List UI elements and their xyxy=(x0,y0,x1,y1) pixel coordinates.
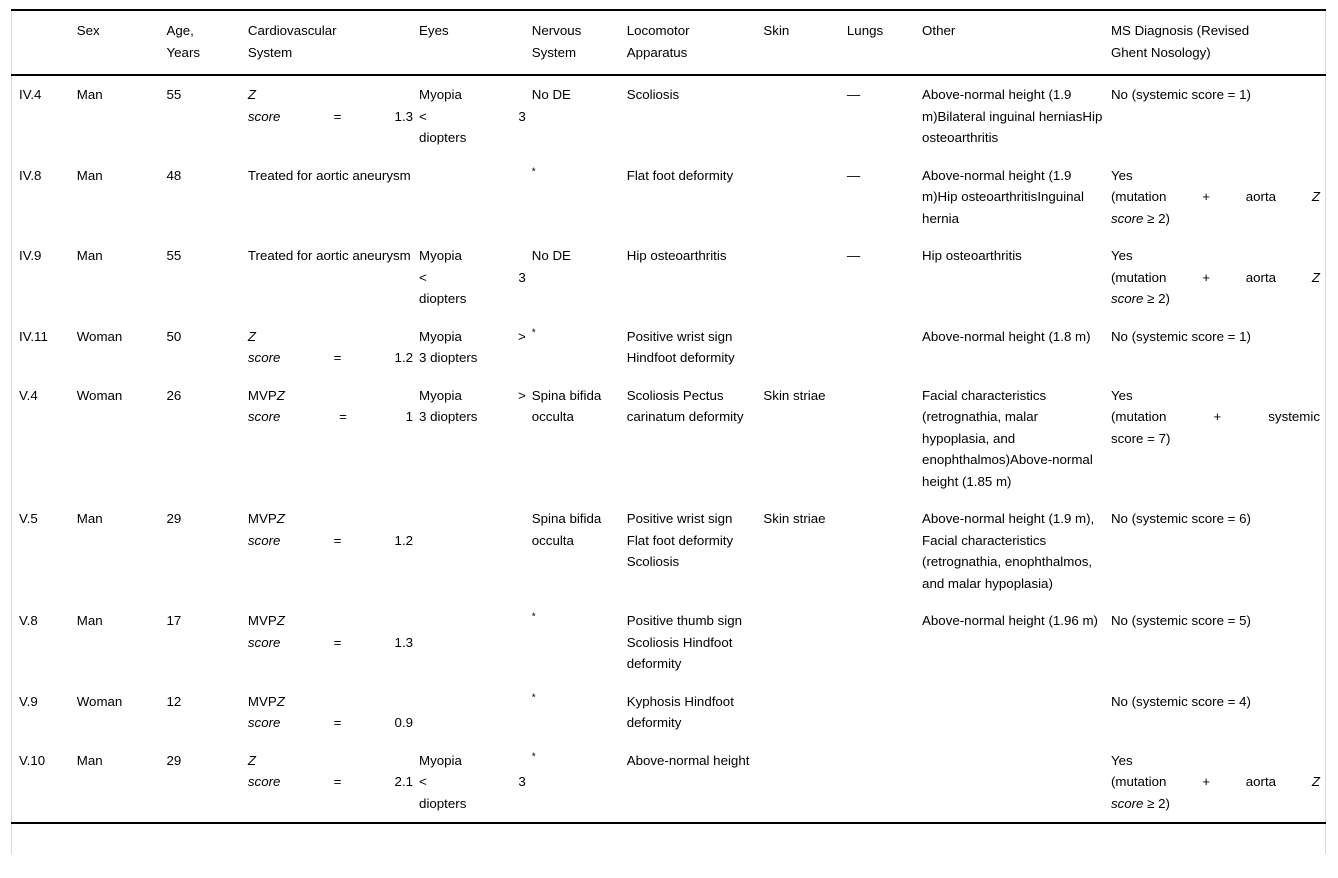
eyes-line2: < 3 xyxy=(419,269,526,285)
cell-skin: Skin striae xyxy=(763,387,826,403)
table-row xyxy=(11,742,1326,824)
ms-score-line: score ≥ 2) xyxy=(1110,795,1170,811)
cell-nervous-system xyxy=(532,742,627,824)
cell-other: Hip osteoarthritis xyxy=(922,248,1022,263)
cell-other xyxy=(922,742,1111,824)
ms-mutation-token: (mutation xyxy=(1110,269,1167,285)
ms-variable: Z xyxy=(1311,269,1320,285)
cell-age: 55 xyxy=(166,87,182,102)
cell-eyes xyxy=(419,602,532,683)
cell-ms-diagnosis xyxy=(1111,157,1326,238)
cell-lungs xyxy=(847,602,922,683)
cell-age: 55 xyxy=(166,248,182,263)
cell-ms-diagnosis xyxy=(1111,377,1326,501)
ms-variable: Z xyxy=(1311,774,1320,789)
ms-mutation-token: (mutation xyxy=(1110,774,1167,789)
cardio-variable: Z xyxy=(276,693,285,709)
cardio-equals: = xyxy=(333,108,342,124)
asterisk-marker-icon: * xyxy=(531,611,536,623)
cell-sex: Man xyxy=(76,167,103,183)
cell-sex: Man xyxy=(76,87,103,102)
cell-cardiovascular-system: Treated for aortic aneurysm xyxy=(247,248,411,263)
cell-cardiovascular-system xyxy=(248,742,419,824)
cell-nervous-system: No DE xyxy=(531,87,571,102)
cell-locomotor-apparatus: Flat foot deformity xyxy=(626,167,734,183)
cardio-variable: Z xyxy=(276,387,285,403)
cell-lungs xyxy=(847,377,922,501)
column-header-age-line1: Age, xyxy=(166,23,194,38)
cardio-score-label: score xyxy=(247,532,281,548)
cell-nervous-system xyxy=(532,318,627,377)
cell-ms-diagnosis xyxy=(1111,742,1326,824)
ms-qualifier-token: aorta Z xyxy=(1245,774,1320,789)
column-header-sex: Sex xyxy=(76,23,100,38)
cell-other: Above-normal height (1.9 m)Bilateral inguinal herniasHip osteoarthritis xyxy=(922,87,1103,145)
cardio-score-line2 xyxy=(248,712,413,734)
cardio-score-line2 xyxy=(248,106,413,128)
cardio-score-label: score xyxy=(247,350,281,365)
cell-sex: Man xyxy=(76,613,103,628)
column-header-locomotor-line2: Apparatus xyxy=(626,44,688,60)
ms-score-line: score ≥ 2) xyxy=(1110,291,1170,306)
cell-cardiovascular-system xyxy=(248,377,419,501)
cardio-score-label: score xyxy=(247,715,281,730)
cardio-score-value: 1.3 xyxy=(394,634,414,650)
cell-cardiovascular-system xyxy=(248,318,419,377)
ms-plus-token: + xyxy=(1202,774,1210,789)
eyes-line1: Myopia xyxy=(419,248,462,263)
asterisk-marker-icon: * xyxy=(531,327,536,339)
cardio-score-value: 1.2 xyxy=(394,532,414,548)
cell-cardiovascular-system xyxy=(248,602,419,683)
cell-lungs: — xyxy=(846,167,861,183)
cardio-score-line1 xyxy=(248,385,413,407)
cell-eyes xyxy=(419,683,532,742)
ms-qualifier-token: aorta Z xyxy=(1245,269,1320,285)
cell-cardiovascular-system xyxy=(248,75,419,157)
cell-sex: Man xyxy=(76,248,103,263)
cell-subject-id: IV.11 xyxy=(19,328,48,344)
table-header xyxy=(11,10,1326,75)
cardio-equals: = xyxy=(333,532,342,548)
column-header-nervous-line1: Nervous xyxy=(531,23,582,38)
ms-diagnosis-verdict: Yes xyxy=(1110,387,1133,403)
eyes-line2: < 3 xyxy=(419,774,526,789)
ms-plus-token: + xyxy=(1213,409,1222,424)
eyes-line1: Myopia > xyxy=(419,328,526,344)
ms-qualifier-token: aorta Z xyxy=(1245,189,1320,204)
cell-age: 48 xyxy=(166,167,182,183)
cell-nervous-system: Spina bifida occulta xyxy=(531,387,602,424)
column-header-cardio-line1: Cardiovascular xyxy=(247,23,337,38)
column-header-ms-line2: Ghent Nosology) xyxy=(1110,44,1211,60)
cardio-score-line1 xyxy=(248,750,413,772)
cell-age: 26 xyxy=(166,387,182,403)
asterisk-marker-icon: * xyxy=(531,692,536,704)
eyes-line1: Myopia xyxy=(419,752,462,768)
column-header-locomotor-apparatus xyxy=(627,10,764,75)
cell-eyes xyxy=(419,237,532,318)
cell-locomotor-apparatus: Positive wrist sign Hindfoot deformity xyxy=(626,328,735,365)
ms-diagnosis-criteria xyxy=(1111,406,1320,428)
ms-mutation-token: (mutation xyxy=(1110,189,1167,204)
cardio-equals: = xyxy=(339,409,347,424)
ms-plus-token: + xyxy=(1202,269,1210,285)
cell-ms-diagnosis: No (systemic score = 1) xyxy=(1110,87,1251,102)
eyes-line2: 3 diopters xyxy=(419,350,478,365)
table-body xyxy=(11,75,1326,823)
eyes-line3: diopters xyxy=(419,795,467,811)
cell-sex: Woman xyxy=(76,387,123,403)
cell-sex: Man xyxy=(76,511,103,526)
cell-age: 29 xyxy=(166,511,182,526)
asterisk-marker-icon: * xyxy=(531,166,536,178)
ms-diagnosis-verdict: Yes xyxy=(1110,167,1133,183)
cell-lungs xyxy=(847,500,922,602)
cardio-score-value: 1 xyxy=(405,409,414,424)
cell-eyes xyxy=(419,75,532,157)
cardio-score-label: score xyxy=(247,409,281,424)
cardio-variable: Z xyxy=(247,752,257,768)
ms-diagnosis-verdict: Yes xyxy=(1110,752,1133,768)
table-row xyxy=(11,157,1326,238)
cell-eyes xyxy=(419,157,532,238)
eyes-line2: < 3 xyxy=(419,108,526,124)
ms-score-label: score xyxy=(1110,795,1144,811)
cell-lungs xyxy=(847,742,922,824)
cell-ms-diagnosis: No (systemic score = 1) xyxy=(1110,328,1251,344)
cell-age: 12 xyxy=(166,693,182,709)
cell-ms-diagnosis: No (systemic score = 5) xyxy=(1110,613,1251,628)
column-header-nervous-system xyxy=(532,10,627,75)
table-row xyxy=(11,377,1326,501)
cardio-score-line2 xyxy=(248,530,413,552)
cardio-equals: = xyxy=(333,350,342,365)
cell-cardiovascular-system xyxy=(248,500,419,602)
table-row xyxy=(11,500,1326,602)
column-header-cardio-line2: System xyxy=(247,44,293,60)
cardio-variable: Z xyxy=(276,511,285,526)
column-header-locomotor-line1: Locomotor xyxy=(626,23,690,38)
cardio-score-line2 xyxy=(248,771,413,793)
ms-mutation-token: (mutation xyxy=(1110,409,1167,424)
cardio-equals: = xyxy=(333,774,342,789)
cardio-score-line1 xyxy=(248,84,413,106)
column-header-ms-diagnosis xyxy=(1111,10,1326,75)
cell-age: 17 xyxy=(166,613,182,628)
cardio-score-line1 xyxy=(248,610,413,632)
cell-other: Facial characteristics (retrognathia, malar hypoplasia, and enophthalmos)Above-normal height (1.85 m) xyxy=(922,387,1093,489)
ms-score-line: score = 7) xyxy=(1110,430,1171,446)
column-header-age-line2: Years xyxy=(166,44,201,60)
cell-locomotor-apparatus: Scoliosis xyxy=(626,87,680,102)
eyes-line1: Myopia xyxy=(419,87,462,102)
cell-locomotor-apparatus: Positive wrist sign Flat foot deformity Scoliosis xyxy=(626,511,734,569)
cell-skin xyxy=(763,75,846,157)
cell-lungs xyxy=(847,683,922,742)
column-header-ms-line1: MS Diagnosis (Revised xyxy=(1110,23,1250,38)
cell-subject-id: V.10 xyxy=(11,742,77,824)
cell-other: Above-normal height (1.9 m), Facial characteristics (retrognathia, enophthalmos, and malar hypoplasia) xyxy=(922,511,1095,591)
cell-lungs: — xyxy=(846,248,861,263)
cell-skin xyxy=(763,237,846,318)
cardio-prefix: MVP xyxy=(247,387,277,403)
column-header-cardiovascular-system xyxy=(248,10,419,75)
cardio-score-line1 xyxy=(248,691,413,713)
cardio-prefix: MVP xyxy=(247,693,277,709)
column-header-nervous-line2: System xyxy=(531,44,577,60)
cell-cardiovascular-system xyxy=(248,683,419,742)
cell-sex: Man xyxy=(77,742,167,824)
cell-eyes xyxy=(419,377,532,501)
cell-subject-id: V.4 xyxy=(19,387,38,403)
column-header-lungs: Lungs xyxy=(846,23,884,38)
cell-other: Above-normal height (1.8 m) xyxy=(922,328,1091,344)
cardio-score-value: 0.9 xyxy=(394,715,414,730)
cell-nervous-system xyxy=(532,157,627,238)
eyes-line1: Myopia > xyxy=(419,387,526,403)
cardio-prefix: MVP xyxy=(247,511,277,526)
cell-age: 29 xyxy=(167,742,248,824)
column-header-other: Other xyxy=(922,23,956,38)
ms-diagnosis-criteria xyxy=(1111,267,1320,289)
cell-subject-id: IV.9 xyxy=(19,248,42,263)
eyes-line3: diopters xyxy=(419,130,467,145)
cell-nervous-system xyxy=(532,683,627,742)
table-row xyxy=(11,683,1326,742)
cardio-variable: Z xyxy=(276,613,285,628)
cell-subject-id: V.9 xyxy=(19,693,38,709)
eyes-line3: diopters xyxy=(419,291,467,306)
ms-score-label: score xyxy=(1110,291,1144,306)
column-header-eyes: Eyes xyxy=(419,23,449,38)
cardio-score-line1 xyxy=(248,508,413,530)
cell-sex: Woman xyxy=(76,328,123,344)
cardio-variable: Z xyxy=(247,328,257,344)
cell-skin xyxy=(763,157,846,238)
cell-cardiovascular-system: Treated for aortic aneurysm xyxy=(247,167,411,183)
column-header-id xyxy=(11,10,77,75)
cardio-equals: = xyxy=(333,634,342,650)
table-row xyxy=(11,318,1326,377)
cell-subject-id: V.5 xyxy=(19,511,38,526)
asterisk-marker-icon: * xyxy=(531,751,536,763)
cell-age: 50 xyxy=(166,328,182,344)
cell-lungs: — xyxy=(846,87,861,102)
cell-skin: Skin striae xyxy=(763,511,826,526)
cell-eyes xyxy=(419,500,532,602)
cell-sex: Woman xyxy=(76,693,123,709)
cell-nervous-system: Spina bifida occulta xyxy=(531,511,602,548)
cell-skin xyxy=(763,602,846,683)
cell-nervous-system: No DE xyxy=(531,248,571,263)
eyes-line2: 3 diopters xyxy=(419,409,478,424)
cell-subject-id: V.8 xyxy=(19,613,38,628)
cardio-variable: Z xyxy=(247,87,257,102)
ms-diagnosis-criteria xyxy=(1111,771,1320,793)
cell-lungs xyxy=(847,318,922,377)
cardio-equals: = xyxy=(333,715,342,730)
ms-score-label: score xyxy=(1110,210,1144,226)
column-header-age xyxy=(167,10,248,75)
cell-skin xyxy=(763,683,846,742)
cardio-score-value: 1.3 xyxy=(394,108,414,124)
cell-other: Above-normal height (1.96 m) xyxy=(922,613,1098,628)
ms-qualifier-token: systemic xyxy=(1268,409,1320,424)
cell-eyes xyxy=(419,742,532,824)
cell-subject-id: IV.4 xyxy=(19,87,42,102)
ms-diagnosis-verdict: Yes xyxy=(1110,248,1133,263)
cell-ms-diagnosis xyxy=(1111,237,1326,318)
cell-locomotor-apparatus: Positive thumb sign Scoliosis Hindfoot deformity xyxy=(626,613,743,671)
cell-subject-id: IV.8 xyxy=(19,167,42,183)
table-row xyxy=(11,602,1326,683)
cardio-prefix: MVP xyxy=(247,613,277,628)
cardio-score-value: 1.2 xyxy=(394,350,414,365)
column-header-skin: Skin xyxy=(763,23,790,38)
cell-ms-diagnosis: No (systemic score = 4) xyxy=(1110,693,1251,709)
cardio-score-line2 xyxy=(248,347,413,369)
cell-nervous-system xyxy=(532,602,627,683)
ms-diagnosis-criteria xyxy=(1111,186,1320,208)
cardio-score-value: 2.1 xyxy=(394,774,414,789)
cell-ms-diagnosis: No (systemic score = 6) xyxy=(1110,511,1251,526)
cell-locomotor-apparatus: Kyphosis Hindfoot deformity xyxy=(626,693,734,730)
cell-eyes xyxy=(419,318,532,377)
clinical-findings-table xyxy=(11,9,1326,824)
cell-skin xyxy=(763,742,846,824)
cardio-score-label: score xyxy=(247,774,281,789)
cell-locomotor-apparatus: Above-normal height xyxy=(627,742,764,824)
table-row xyxy=(11,75,1326,157)
ms-score-line: score ≥ 2) xyxy=(1110,210,1170,226)
header-row xyxy=(11,10,1326,75)
cell-other: Above-normal height (1.9 m)Hip osteoarthritisInguinal hernia xyxy=(922,167,1084,226)
cell-other xyxy=(922,683,1111,742)
cardio-score-line1 xyxy=(248,326,413,348)
ms-plus-token: + xyxy=(1202,189,1210,204)
cell-locomotor-apparatus: Scoliosis Pectus carinatum deformity xyxy=(626,387,744,424)
ms-variable: Z xyxy=(1311,189,1320,204)
cell-skin xyxy=(763,318,846,377)
cardio-score-line2 xyxy=(248,406,413,428)
cardio-score-label: score xyxy=(247,634,281,650)
cardio-score-line2 xyxy=(248,632,413,654)
table-row xyxy=(11,237,1326,318)
cardio-score-label: score xyxy=(247,108,281,124)
cell-locomotor-apparatus: Hip osteoarthritis xyxy=(626,248,727,263)
